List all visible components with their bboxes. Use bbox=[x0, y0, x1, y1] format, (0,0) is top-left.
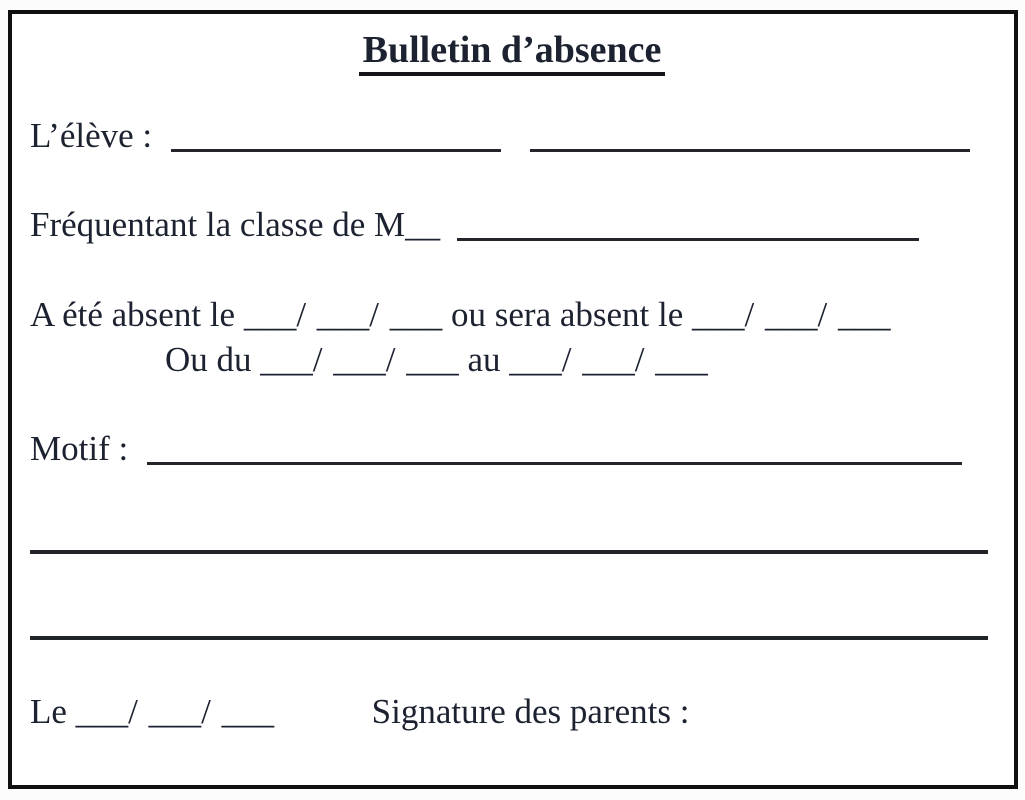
motif-blank-3 bbox=[30, 636, 988, 640]
student-lastname-blank bbox=[171, 125, 501, 152]
signature-label: Signature des parents : bbox=[371, 692, 690, 731]
motif-blank-2 bbox=[30, 550, 988, 554]
student-label: L’élève : bbox=[30, 116, 153, 155]
absence-row bbox=[30, 293, 994, 337]
class-row bbox=[30, 203, 994, 247]
class-label: Fréquentant la classe de M__ bbox=[30, 205, 441, 244]
footer-date-blank: ___/ ___/ ___ bbox=[75, 692, 275, 731]
absence-date-1: ___/ ___/ ___ bbox=[243, 295, 443, 334]
range-mid-label: au bbox=[467, 340, 501, 379]
range-date-to: ___/ ___/ ___ bbox=[509, 340, 708, 379]
motif-label: Motif : bbox=[30, 429, 129, 468]
title-row bbox=[30, 28, 994, 73]
form-sheet bbox=[8, 10, 1018, 789]
form-title: Bulletin d’absence bbox=[359, 29, 666, 76]
absence-date-2: ___/ ___/ ___ bbox=[692, 295, 891, 334]
motif-blank-1 bbox=[147, 438, 962, 465]
footer-row bbox=[30, 690, 994, 734]
class-name-blank bbox=[457, 214, 919, 241]
student-row bbox=[30, 114, 994, 158]
range-row bbox=[30, 338, 994, 382]
range-lead-label: Ou du bbox=[165, 340, 252, 379]
footer-date-label: Le bbox=[30, 692, 67, 731]
student-firstname-blank bbox=[530, 125, 970, 152]
absence-mid-label: ou sera absent le bbox=[451, 295, 684, 334]
range-date-from: ___/ ___/ ___ bbox=[260, 340, 459, 379]
absence-lead-label: A été absent le bbox=[30, 295, 236, 334]
motif-row bbox=[30, 427, 994, 471]
